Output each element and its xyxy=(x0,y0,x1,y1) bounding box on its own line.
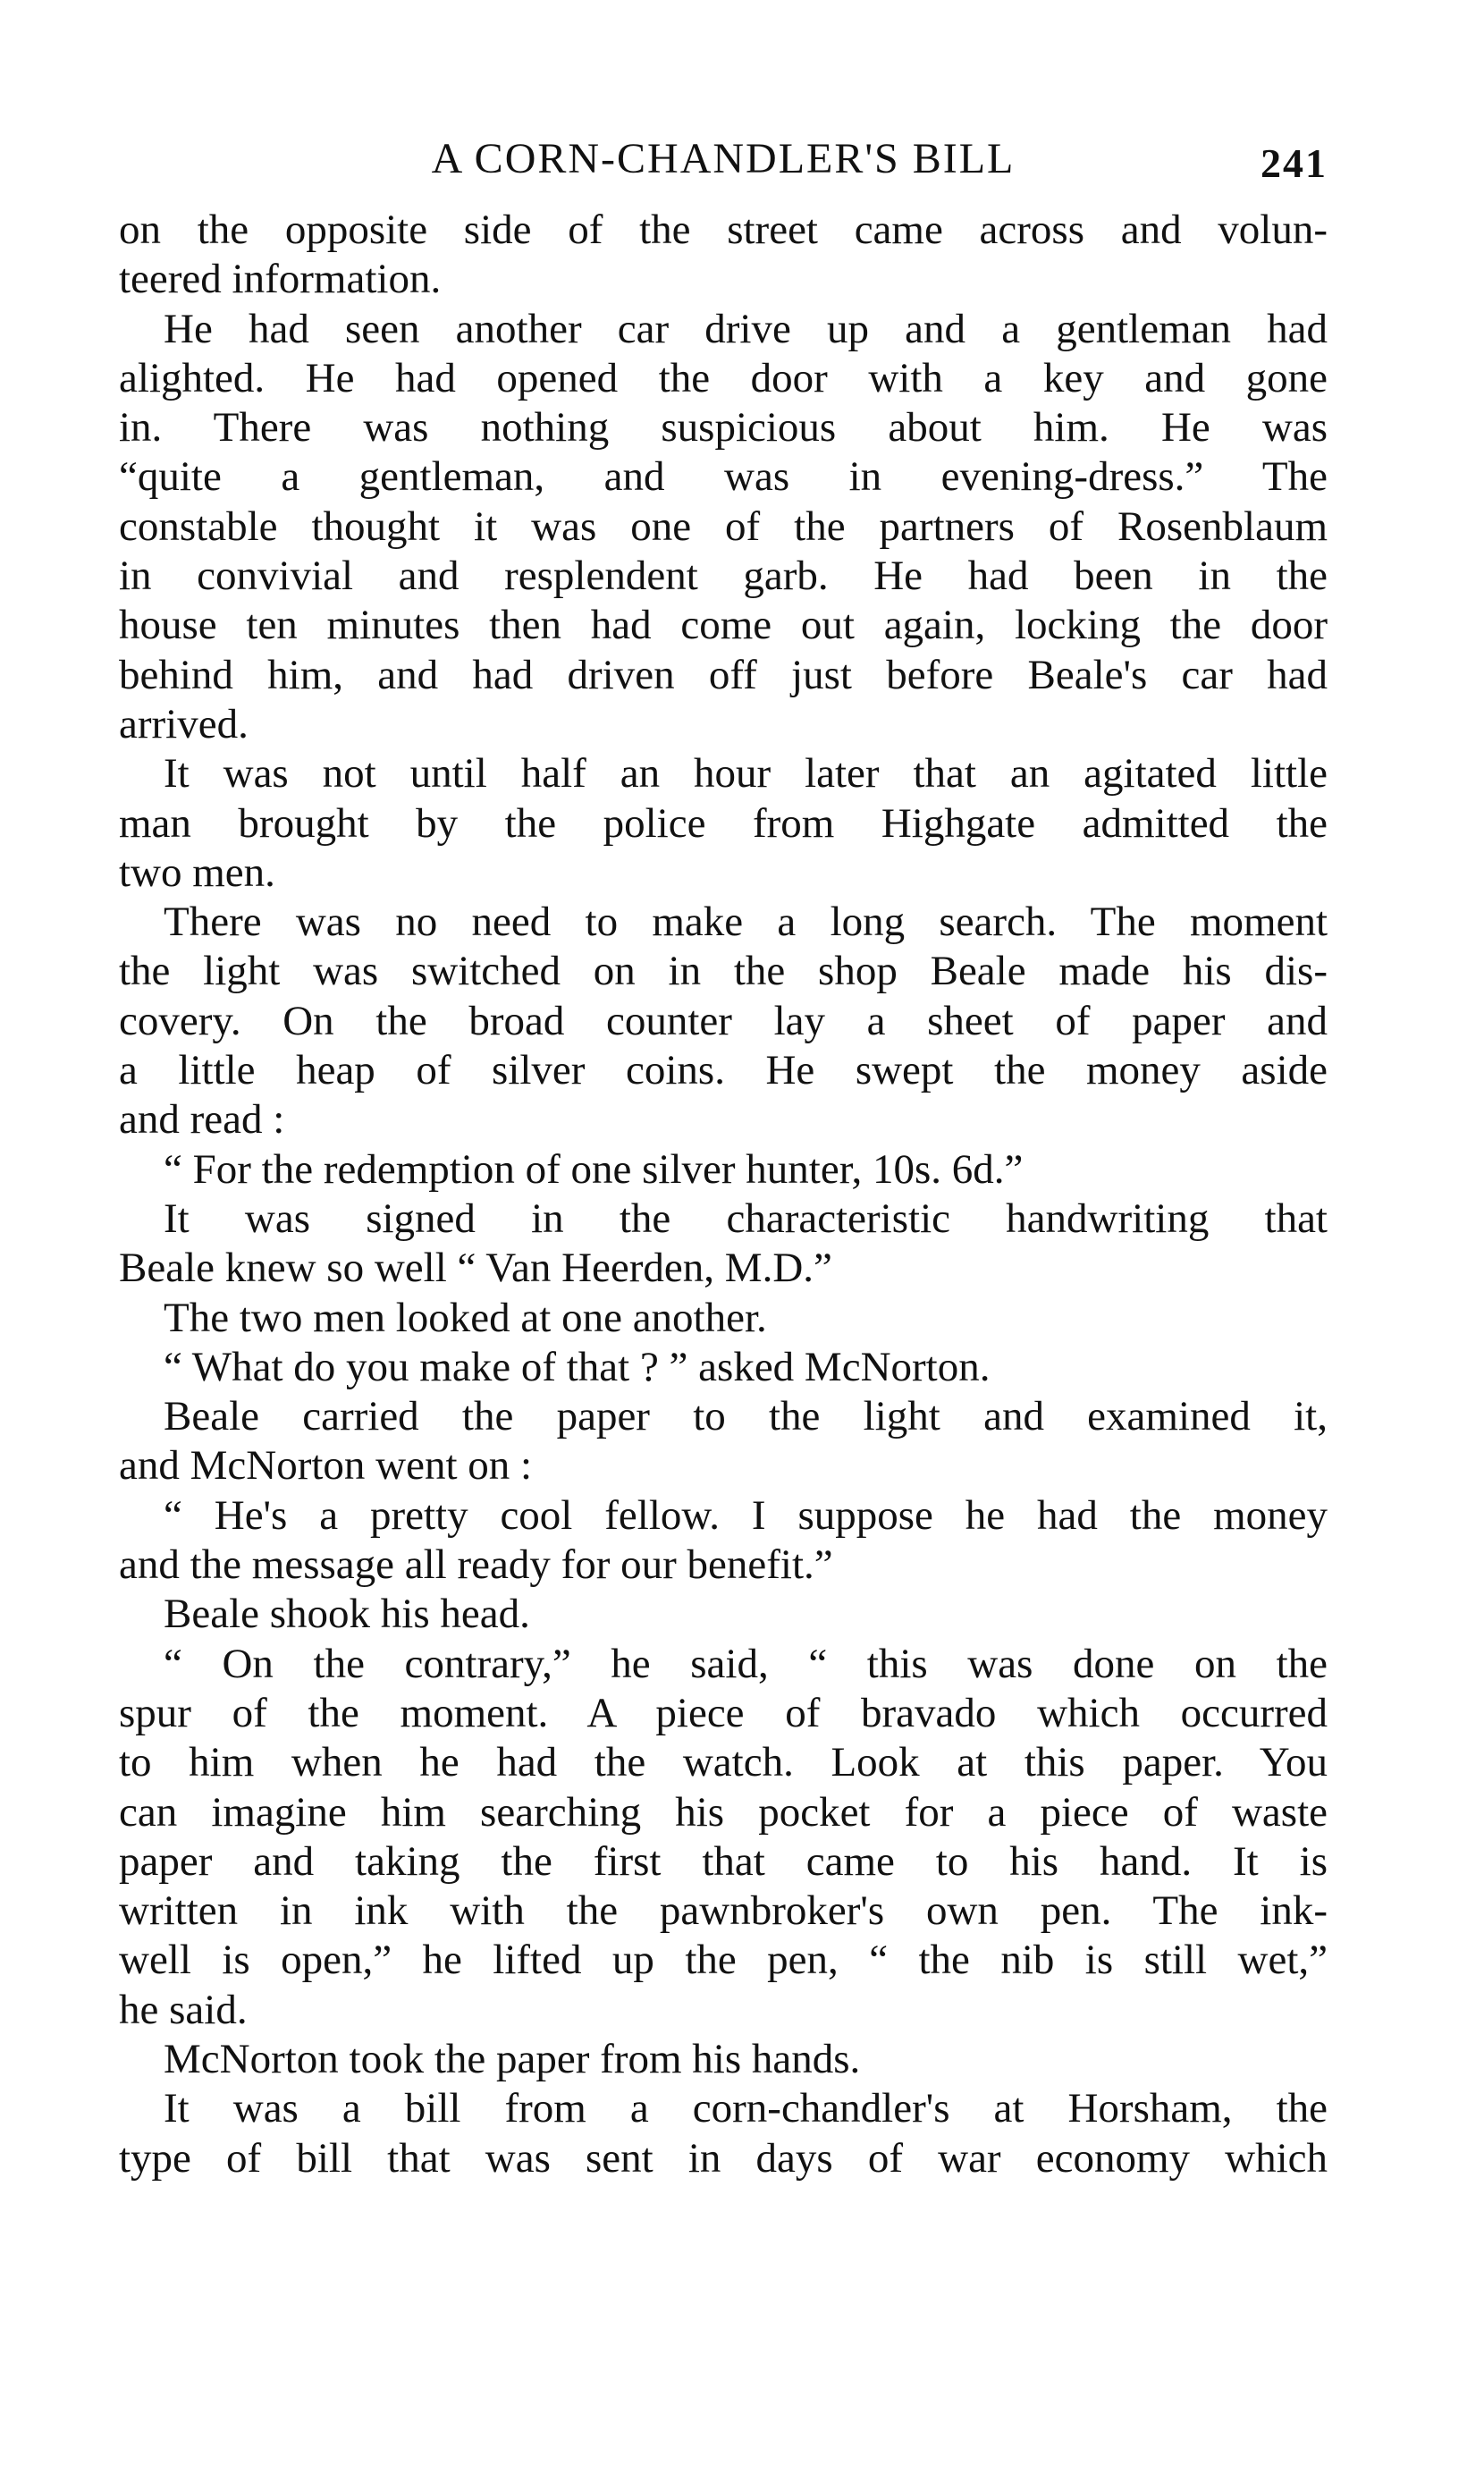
text-line: paper and taking the first that came to his hand. It is xyxy=(119,1837,1328,1885)
text-line: He had seen another car drive up and a gentleman had xyxy=(164,305,1328,352)
text-line: arrived. xyxy=(119,700,249,747)
running-header xyxy=(119,134,1328,206)
text-line: McNorton took the paper from his hands. xyxy=(164,2035,861,2082)
text-line: “ He's a pretty cool fellow. I suppose he had the money xyxy=(164,1491,1328,1539)
text-line: in convivial and resplendent garb. He had been in the xyxy=(119,553,1328,600)
text-line: It was signed in the characteristic handwriting that xyxy=(164,1195,1328,1242)
text-line: in. There was nothing suspicious about him. He was xyxy=(119,404,1328,452)
text-line: and McNorton went on : xyxy=(119,1442,533,1490)
text-line: “ On the contrary,” he said, “ this was done on the xyxy=(164,1640,1328,1687)
text-line: and the message all ready for our benefit.” xyxy=(119,1541,833,1589)
text-line: can imagine him searching his pocket for a piece of waste xyxy=(119,1788,1328,1836)
text-line: a little heap of silver coins. He swept the money aside xyxy=(119,1047,1328,1094)
text-line: covery. On the broad counter lay a sheet of paper and xyxy=(119,997,1328,1044)
text-line: Beale knew so well “ Van Heerden, M.D.” xyxy=(119,1245,832,1292)
book-page xyxy=(119,134,1328,2183)
text-line: teered information. xyxy=(119,256,442,303)
text-line: “ For the redemption of one silver hunter, 10s. 6d.” xyxy=(164,1145,1024,1193)
text-line: behind him, and had driven off just before Beale's car had xyxy=(119,651,1328,698)
text-line: There was no need to make a long search. The moment xyxy=(164,899,1328,946)
text-line: It was not until half an hour later that an agitated little xyxy=(164,750,1328,798)
text-line: constable thought it was one of the partners of Rosenblaum xyxy=(119,502,1328,550)
text-line: “quite a gentleman, and was in evening-dress.” The xyxy=(119,453,1328,501)
text-line: The two men looked at one another. xyxy=(164,1294,767,1341)
text-line: and read : xyxy=(119,1096,285,1144)
text-line: to him when he had the watch. Look at this paper. You xyxy=(119,1739,1328,1786)
text-line: alighted. He had opened the door with a key and gone xyxy=(119,354,1328,401)
text-line: spur of the moment. A piece of bravado which occurred xyxy=(119,1689,1328,1736)
body-text xyxy=(119,206,1328,2183)
text-line: man brought by the police from Highgate admitted the xyxy=(119,799,1328,847)
text-line: well is open,” he lifted up the pen, “ the nib is still wet,” xyxy=(119,1937,1328,1984)
text-line: Beale carried the paper to the light and examined it, xyxy=(164,1393,1328,1440)
text-line: “ What do you make of that ? ” asked McNorton. xyxy=(164,1343,991,1390)
text-line: two men. xyxy=(119,848,275,896)
text-line: on the opposite side of the street came across and volun- xyxy=(119,207,1328,253)
text-line: It was a bill from a corn-chandler's at Horsham, the xyxy=(164,2085,1328,2132)
text-line: the light was switched on in the shop Beale made his dis- xyxy=(119,948,1328,995)
text-line: Beale shook his head. xyxy=(164,1591,530,1638)
page-number: 241 xyxy=(1261,140,1328,186)
text-line: written in ink with the pawnbroker's own pen. The ink- xyxy=(119,1887,1328,1935)
text-line: he said. xyxy=(119,1986,248,2033)
running-title: A CORN-CHANDLER'S BILL xyxy=(431,135,1016,182)
text-line: type of bill that was sent in days of war economy which xyxy=(119,2134,1328,2182)
text-line: house ten minutes then had come out again, locking the door xyxy=(119,602,1328,649)
